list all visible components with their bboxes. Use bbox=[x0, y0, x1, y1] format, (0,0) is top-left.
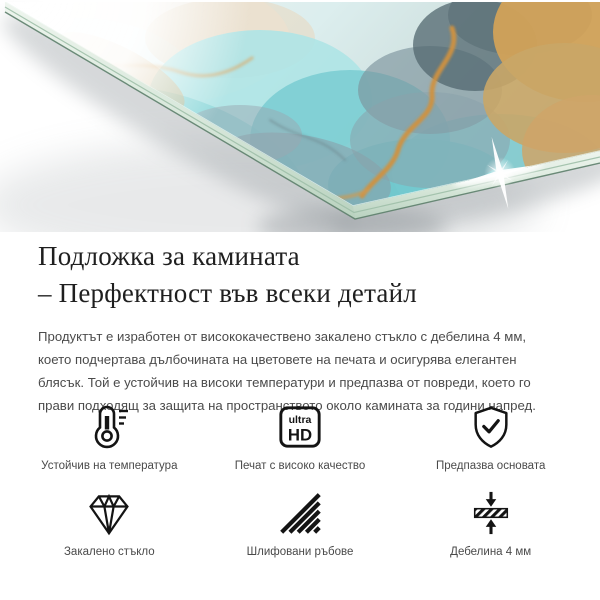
feature-item-polished-edges bbox=[205, 488, 396, 558]
ultra-hd-icon bbox=[277, 402, 323, 452]
features-grid bbox=[0, 402, 600, 558]
content-section bbox=[0, 230, 600, 417]
diamond-icon bbox=[85, 488, 133, 538]
feature-label: Шлифовани ръбове bbox=[246, 546, 354, 558]
feature-item-thickness bbox=[395, 488, 586, 558]
page-title-line2: – Перфектност във всеки детайл bbox=[38, 278, 417, 308]
page-title bbox=[38, 238, 562, 312]
feature-item-protects-base bbox=[395, 402, 586, 472]
feature-item-tempered-glass bbox=[14, 488, 205, 558]
feature-item-print-quality bbox=[205, 402, 396, 472]
feature-item-temperature-resistant bbox=[14, 402, 205, 472]
feature-label: Закалено стъкло bbox=[63, 546, 155, 558]
feature-label: Устойчив на температура bbox=[41, 460, 178, 472]
product-description: Продуктът е изработен от висококачествено закалено стъкло с дебелина 4 мм, което подчертава дълбочината на цветовете на печата и осигурява елегантен блясък. Той е устойчив на високи температури и предпазва от повреди, което го прави подходящ за защита на пространството около камината за години напред. bbox=[38, 329, 536, 413]
thermometer-icon bbox=[85, 402, 133, 452]
page-title-line1: Подложка за камината bbox=[38, 241, 300, 271]
product-image bbox=[0, 0, 600, 232]
thickness-icon bbox=[468, 488, 514, 538]
ultra-hd-badge-text: HD bbox=[287, 425, 313, 445]
polished-edges-icon bbox=[278, 488, 322, 538]
feature-label: Предпазва основата bbox=[435, 460, 546, 472]
shield-check-icon bbox=[468, 402, 514, 452]
feature-label: Дебелина 4 мм bbox=[450, 546, 532, 558]
feature-label: Печат с високо качество bbox=[234, 460, 366, 472]
ultra-hd-badge-text: ultra bbox=[288, 414, 312, 427]
